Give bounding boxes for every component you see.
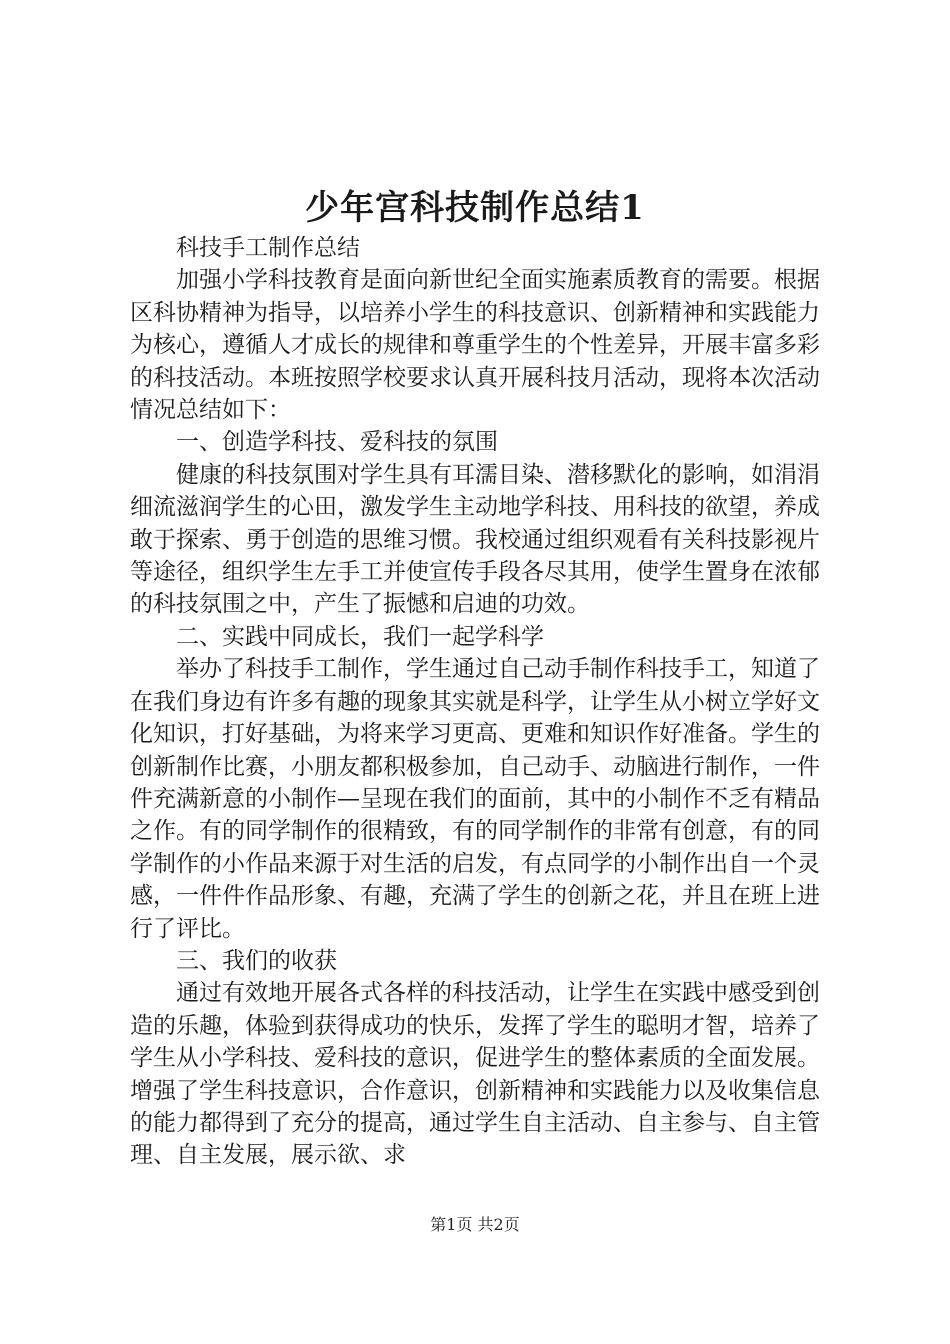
section-heading-3: 三、我们的收获 [176,947,337,974]
intro-paragraph: 加强小学科技教育是面向新世纪全面实施素质教育的需要。根据区科协精神为指导，以培养小学生的科技意识、创新精神和实践能力为核心，遵循人才成长的规律和尊重学生的个性差异，开展丰富多彩的科技活动。本班按照学校要求认真开展科技月活动，现将本次活动情况总结如下： [130,267,820,424]
document-body [130,232,820,1172]
subtitle-paragraph: 科技手工制作总结 [176,235,360,261]
page-footer: 第1页 共2页 [430,1215,520,1234]
section-1-paragraph: 健康的科技氛围对学生具有耳濡目染、潜移默化的影响，如涓涓细流滋润学生的心田，激发学生主动地学科技、用科技的欲望，养成敢于探索、勇于创造的思维习惯。我校通过组织观看有关科技影视片等途径，组织学生左手工并使宣传手段各尽其用，使学生置身在浓郁的科技氛围之中，产生了振憾和启迪的功效。 [130,461,820,618]
section-2-paragraph: 举办了科技手工制作，学生通过自己动手制作科技手工，知道了在我们身边有许多有趣的现象其实就是科学，让学生从小树立学好文化知识，打好基础，为将来学习更高、更难和知识作好准备。学生的创新制作比赛，小朋友都积极参加，自己动手、动脑进行制作，一件件充满新意的小制作—呈现在我们的面前，其中的小制作不乏有精品之作。有的同学制作的很精致，有的同学制作的非常有创意，有的同学制作的小作品来源于对生活的启发，有点同学的小制作出自一个灵感，一件件作品形象、有趣，充满了学生的创新之花，并且在班上进行了评比。 [130,656,820,942]
document-title: 少年宫科技制作总结1 [305,188,645,228]
section-heading-2: 二、实践中同成长，我们一起学科学 [176,623,544,650]
section-heading-1: 一、创造学科技、爱科技的氛围 [176,429,498,456]
section-3-paragraph: 通过有效地开展各式各样的科技活动，让学生在实践中感受到创造的乐趣，体验到获得成功的快乐，发挥了学生的聪明才智，培养了学生从小学科技、爱科技的意识，促进学生的整体素质的全面发展。增强了学生科技意识，合作意识，创新精神和实践能力以及收集信息的能力都得到了充分的提高，通过学生自主活动、自主参与、自主管理、自主发展，展示欲、求 [130,980,820,1169]
